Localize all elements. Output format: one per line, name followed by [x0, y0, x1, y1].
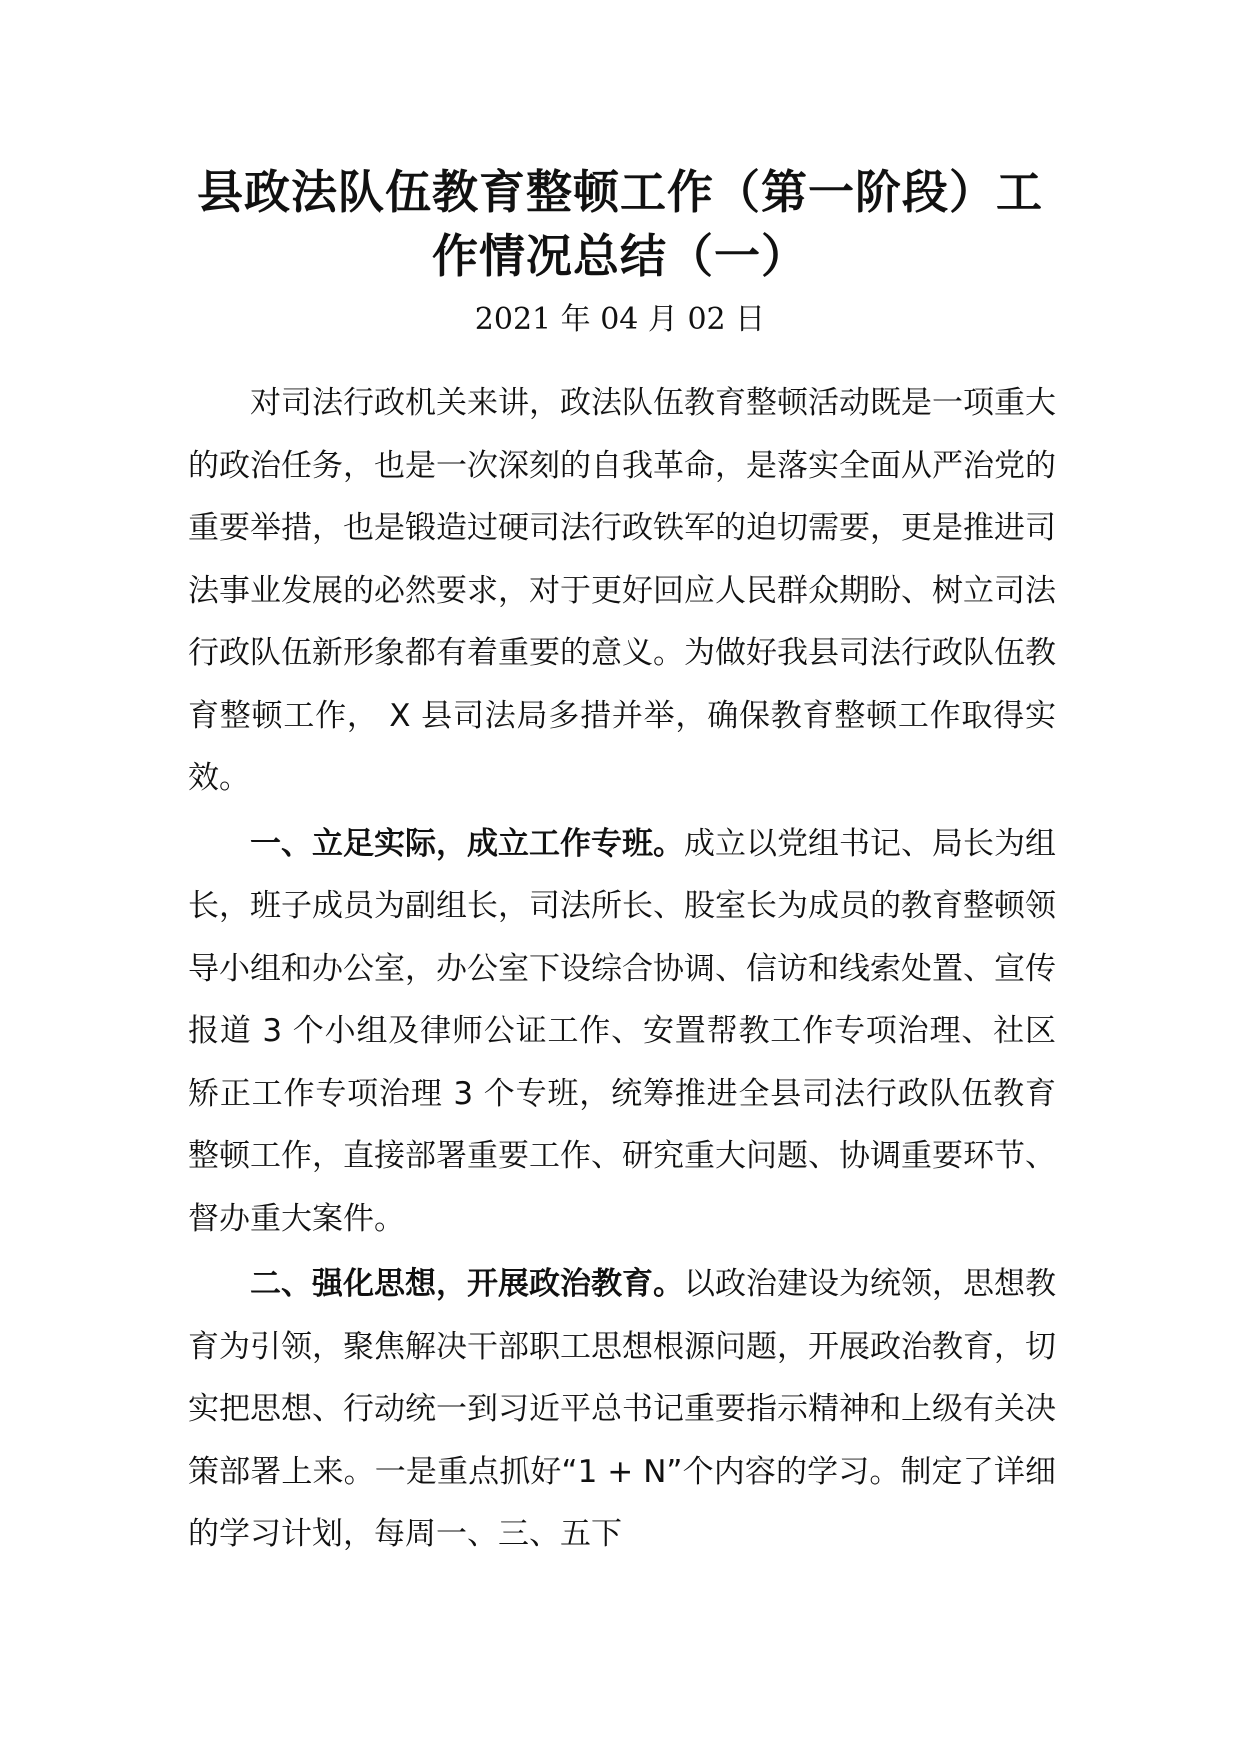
- paragraph-section-2: [188, 1253, 1056, 1566]
- section-2-text: 以政治建设为统领，思想教育为引领，聚焦解决干部职工思想根源问题，开展政治教育，切实把思想、行动统一到习近平总书记重要指示精神和上级有关决策部署上来。一是重点抓好“1 + N”个内容的学习。制定了详细的学习计划，每周一、三、五下: [188, 1266, 1056, 1552]
- title-line-2: 作情况总结（一）: [432, 229, 808, 283]
- title-line-1: 县政法队伍教育整顿工作（第一阶段）工: [197, 165, 1043, 219]
- document-body: [188, 372, 1056, 1566]
- paragraph-intro-text: 对司法行政机关来讲，政法队伍教育整顿活动既是一项重大的政治任务，也是一次深刻的自我革命，是落实全面从严治党的重要举措，也是锻造过硬司法行政铁军的迫切需要，更是推进司法事业发展的必然要求，对于更好回应人民群众期盼、树立司法行政队伍新形象都有着重要的意义。为做好我县司法行政队伍教育整顿工作， X 县司法局多措并举，确保教育整顿工作取得实效。: [188, 385, 1056, 796]
- section-1-text: 成立以党组书记、局长为组长，班子成员为副组长，司法所长、股室长为成员的教育整顿领导小组和办公室，办公室下设综合协调、信访和线索处置、宣传报道 3 个小组及律师公证工作、安置帮教工作专项治理、社区矫正工作专项治理 3 个专班，统筹推进全县司法行政队伍教育整顿工作，直接部署重要工作、研究重大问题、协调重要环节、督办重大案件。: [188, 825, 1056, 1237]
- paragraph-section-1: [188, 813, 1056, 1251]
- section-2-heading: 二、强化思想，开展政治教育。: [250, 1266, 684, 1302]
- paragraph-intro: [188, 372, 1056, 810]
- document-title: [170, 160, 1070, 288]
- section-1-heading: 一、立足实际，成立工作专班。: [250, 825, 684, 862]
- document-date: 2021 年 04 月 02 日: [474, 302, 766, 337]
